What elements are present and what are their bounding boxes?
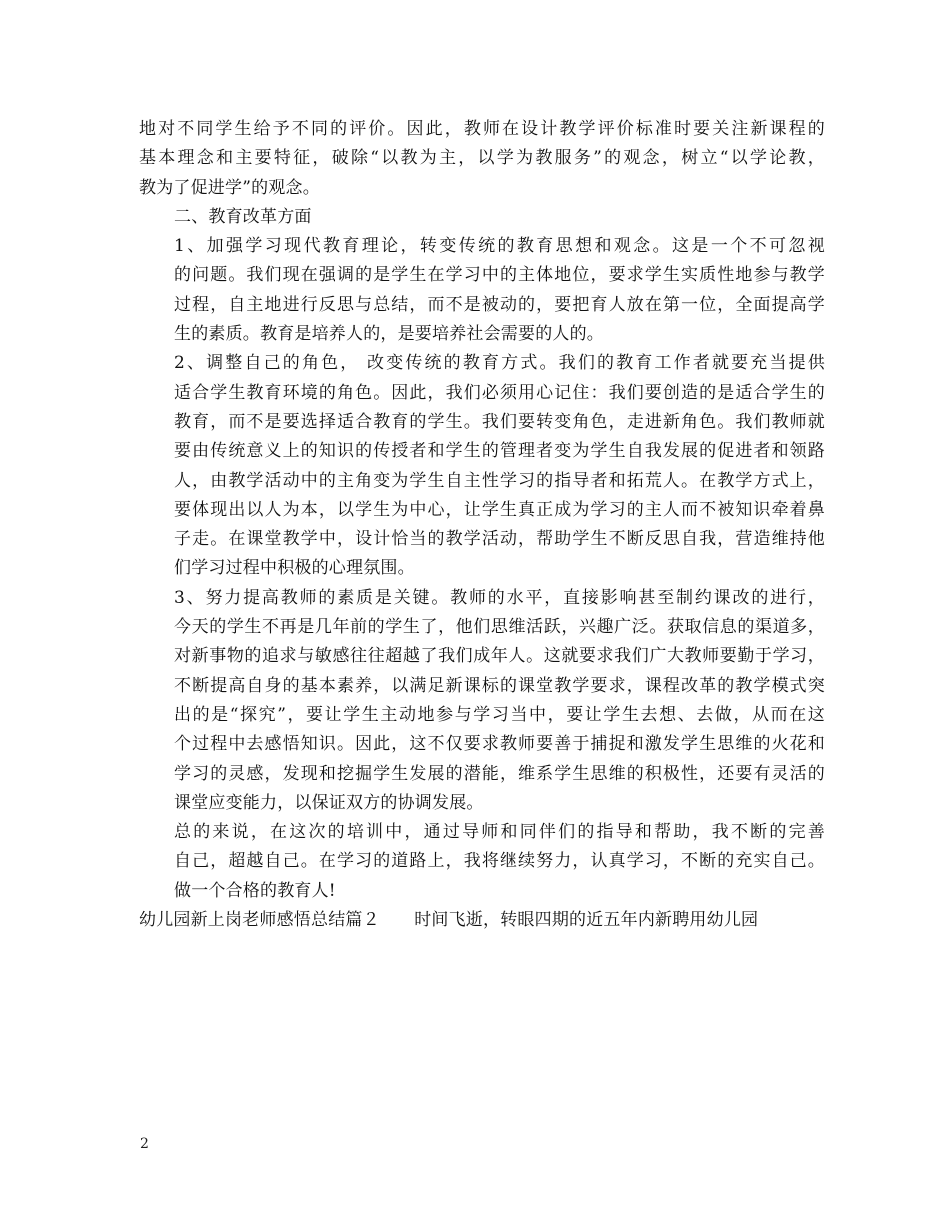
text-line: 教育，而不是要选择适合教育的学生。我们要转变角色，走进新角色。我们教师就 — [174, 411, 825, 432]
text-line: 课堂应变能力，以保证双方的协调发展。 — [174, 792, 484, 813]
paragraph — [139, 203, 825, 232]
document-body — [139, 115, 825, 935]
text-line: 做一个合格的教育人! — [174, 880, 336, 901]
text-line: 生的素质。教育是培养人的，是要培养社会需要的人的。 — [174, 324, 604, 345]
text-line: 基本理念和主要特征，破除“以教为主，以学为教服务”的观念，树立“以学论教， — [139, 148, 825, 169]
text-line: 子走。在课堂教学中，设计恰当的教学活动，帮助学生不断反思自我，营造维持他 — [174, 529, 825, 550]
text-line: 今天的学生不再是几年前的学生了，他们思维活跃，兴趣广泛。获取信息的渠道多， — [174, 617, 825, 638]
text-line: 地对不同学生给予不同的评价。因此，教师在设计教学评价标准时要关注新课程的 — [139, 119, 825, 139]
text-line: 出的是“探究”，要让学生主动地参与学习当中，要让学生去想、去做，从而在这 — [174, 704, 825, 725]
text-line: 2、调整自己的角色， 改变传统的教育方式。我们的教育工作者就要充当提供 — [174, 353, 825, 374]
text-line — [139, 906, 825, 935]
section-title-line — [139, 906, 825, 935]
text-line: 教为了促进学”的观念。 — [139, 177, 320, 198]
section-title: 幼儿园新上岗老师感悟总结篇２ — [139, 910, 380, 931]
section-continuation: 时间飞逝，转眼四期的近五年内新聘用幼儿园 — [414, 910, 759, 931]
text-line: 要由传统意义上的知识的传授者和学生的管理者变为学生自我发展的促进者和领路 — [174, 441, 825, 462]
text-line: 人，由教学活动中的主角变为学生自主性学习的指导者和拓荒人。在教学方式上， — [174, 470, 825, 491]
text-line: 不断提高自身的基本素养，以满足新课标的课堂教学要求，课程改革的教学模式突 — [174, 675, 825, 696]
paragraph — [139, 349, 825, 583]
text-line: 二、教育改革方面 — [174, 206, 312, 227]
text-line: 3、努力提高教师的素质是关键。教师的水平，直接影响甚至制约课改的进行， — [174, 587, 825, 608]
text-line: 的问题。我们现在强调的是学生在学习中的主体地位，要求学生实质性地参与教学 — [174, 265, 825, 286]
paragraph — [139, 232, 825, 349]
text-line: 个过程中去感悟知识。因此，这不仅要求教师要善于捕捉和激发学生思维的火花和 — [174, 734, 825, 755]
text-line: 总的来说，在这次的培训中，通过导师和同伴们的指导和帮助，我不断的完善 — [174, 822, 825, 843]
text-line: 们学习过程中积极的心理氛围。 — [174, 558, 415, 579]
text-line: 对新事物的追求与敏感往往超越了我们成年人。这就要求我们广大教师要勤于学习， — [174, 646, 825, 667]
text-line: 自己，超越自己。在学习的道路上，我将继续努力，认真学习，不断的充实自己。 — [174, 851, 825, 872]
paragraph — [139, 115, 825, 203]
paragraph — [139, 584, 825, 818]
text-line: 1、加强学习现代教育理论，转变传统的教育思想和观念。这是一个不可忽视 — [174, 236, 825, 257]
spacer — [380, 910, 414, 930]
page-number: 2 — [140, 1136, 149, 1152]
text-line: 学习的灵感，发现和挖掘学生发展的潜能，维系学生思维的积极性，还要有灵活的 — [174, 763, 825, 784]
text-line: 过程，自主地进行反思与总结，而不是被动的，要把育人放在第一位，全面提高学 — [174, 294, 825, 315]
text-line: 要体现出以人为本，以学生为中心，让学生真正成为学习的主人而不被知识牵着鼻 — [174, 499, 825, 520]
text-line: 适合学生教育环境的角色。因此，我们必须用心记住：我们要创造的是适合学生的 — [174, 382, 825, 403]
paragraph — [139, 818, 825, 906]
